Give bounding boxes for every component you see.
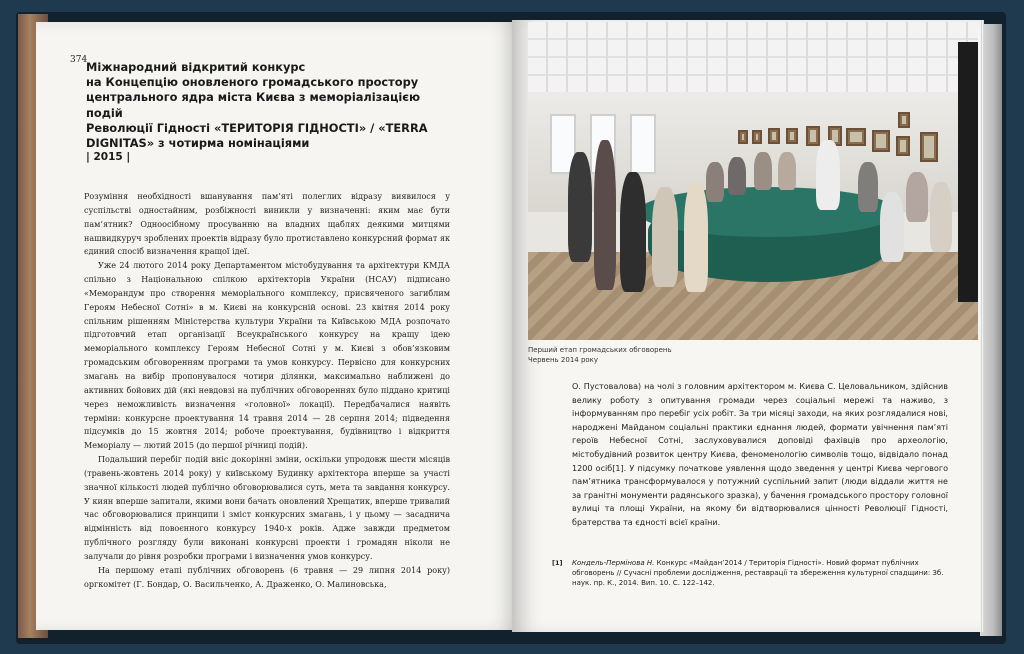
attendee [906,172,928,222]
wall-painting [738,130,748,144]
photo-ceiling [528,22,978,92]
footnote-author: Кондель-Пермінова Н. [572,559,655,567]
attendee [930,182,952,252]
page-number: 374 [70,55,88,65]
caption-title: Перший етап громадських обговорень [528,346,672,354]
photo-caption [528,345,672,365]
wall-painting [872,130,890,152]
attendee [706,162,724,202]
paragraph: Уже 24 лютого 2014 року Департаментом містобудування та архітектури КМДА спільно з Національною спілкою архітекторів України (НСАУ) підписано «Меморандум про створення меморіального комплексу, присвяченого загиблим Героям Небесної Сотні» в м. Києві на конкурсній основі. 23 квітня 2014 року спільним рішенням Міністерства культури України та Київською МДА розпочато підготовчий етап організації Всеукраїнського конкурсу на кращу ідею меморіального комплексу Героям Небесної Сотні у м. Києві з обов’язковим громадським обговоренням програми та умов конкурсу. Первісно для конкурсних змагань на вибір пропонувалося чотири ділянки, максимально наближені до активних бойових дій (які невдовзі на публічних обговореннях було піддано критиці через неможливість визначення «головної» локації). Передбачалися наявіть терміни: конкурсне проектування 14 травня 2014 — 28 серпня 2014; підведення підсумків до 15 жовтня 2014; робоче проектування, будівництво і відкриття Меморіалу — лютий 2015 (до першої річниці подій). [84,261,450,451]
footnote [552,558,952,588]
attendee [778,152,796,190]
wall-painting [920,132,938,162]
title-line: Міжнародний відкритий конкурс [86,60,306,74]
footnote-text: Конкурс «Майдан’2014 / Територія Гідності». Новий формат публічних обговорень // Сучасні проблеми дослідження, реставрації та збереження культурної спадщини: Зб. наук. пр. К., 2014. Вип. 10. С. 122–142. [572,559,944,587]
photo-window [630,114,656,174]
wall-painting [846,128,866,146]
paragraph: На першому етапі публічних обговорень (6 травня — 29 липня 2014 року) оргкомітет (Г. Бондар, О. Васильченко, А. Драженко, О. Малиновська, [84,565,450,589]
left-body-text [84,190,450,591]
paragraph: Розуміння необхідності вшанування пам’яті полеглих відразу виявилося у суспільстві одностайним, розбіжності виникли у визначенні: яким має бути пам’ятник? Одноосібному просуванню на владних щаблях деякими митцями нашвидкуруч зроблених проектів відразу було протиставлено конкурсний формат як єдиний спосіб визначення кращої ідеї. [84,192,450,257]
caption-date: Червень 2014 року [528,356,599,364]
speaker [816,140,840,210]
attendee [728,157,746,195]
wall-painting [896,136,910,156]
title-line: DIGNITAS» з чотирма номінаціями [86,136,310,151]
right-body-text [572,380,948,530]
attendee [568,152,592,262]
title-line: центрального ядра міста Києва з меморіалізацією подій [86,90,421,120]
footnote-mark: [1] [552,559,563,567]
attendee [858,162,878,212]
attendee [652,187,678,287]
wall-painting [786,128,798,144]
wall-painting [752,130,762,144]
attendee [754,152,772,190]
paragraph: О. Пустовалова) на чолі з головним архітектором м. Києва С. Целовальником, здійснив велику роботу з опитування громади через соціальні мережі та наживо, з інформуванням про перебіг усіх робіт. За три місяці заходи, на яких розглядалися нові, народжені Майданом соціальні практики єднання людей, формати увічнення пам’яті героїв Небесної Сотні, заслуховувалися доповіді фахівців про археологію, містобудівний розвиток центру Києва, феноменологію символів тощо, відвідало понад 1200 осіб[1]. У підсумку початкове уявлення щодо зведення у центрі Києва чергового пам’ятника трансформувалося у потужний суспільний запит (люди віддали життя не за гранітні монументи радянського зразка), у бачення громадського простору головної вулиці та площі України, на якому би відтворювалися цінності Революції Гідності, братерства та єдності всієї країни. [572,382,948,527]
title-line: Революції Гідності «ТЕРИТОРІЯ ГІДНОСТІ» / «TERRA [86,120,428,135]
attendee [880,192,904,262]
paragraph: Подальший перебіг подій вніс докорінні зміни, оскільки упродовж шести місяців (травень-жовтень 2014 року) у київському Будинку архітектора вперше за участі значної кількості людей публічно обговорювалися суть, мета та завдання конкурсу. У киян вперше запитали, якими вони бачать оновлений Хрещатик, вперше тривалий час обговорювалися принципи і зміст конкурсних змагань, і у цьому — засаднича відмінність від повоєнного конкурсу 1940-х років. Адже завжди предметом публічного розгляду були виконані конкурсні проекти і громадян ніколи не залучали до рівня розробки програми і визначення умов конкурсу. [84,455,450,561]
dark-curtain [958,42,978,302]
wall-painting [806,126,820,146]
wall-painting [768,128,780,144]
title-line: на Концепцію оновленого громадського простору [86,75,419,90]
attendee [594,140,616,290]
meeting-photo [528,22,978,340]
article-year: | 2015 | [86,151,131,163]
attendee [620,172,646,292]
article-title [86,60,446,151]
attendee [684,182,708,292]
wall-painting [898,112,910,128]
